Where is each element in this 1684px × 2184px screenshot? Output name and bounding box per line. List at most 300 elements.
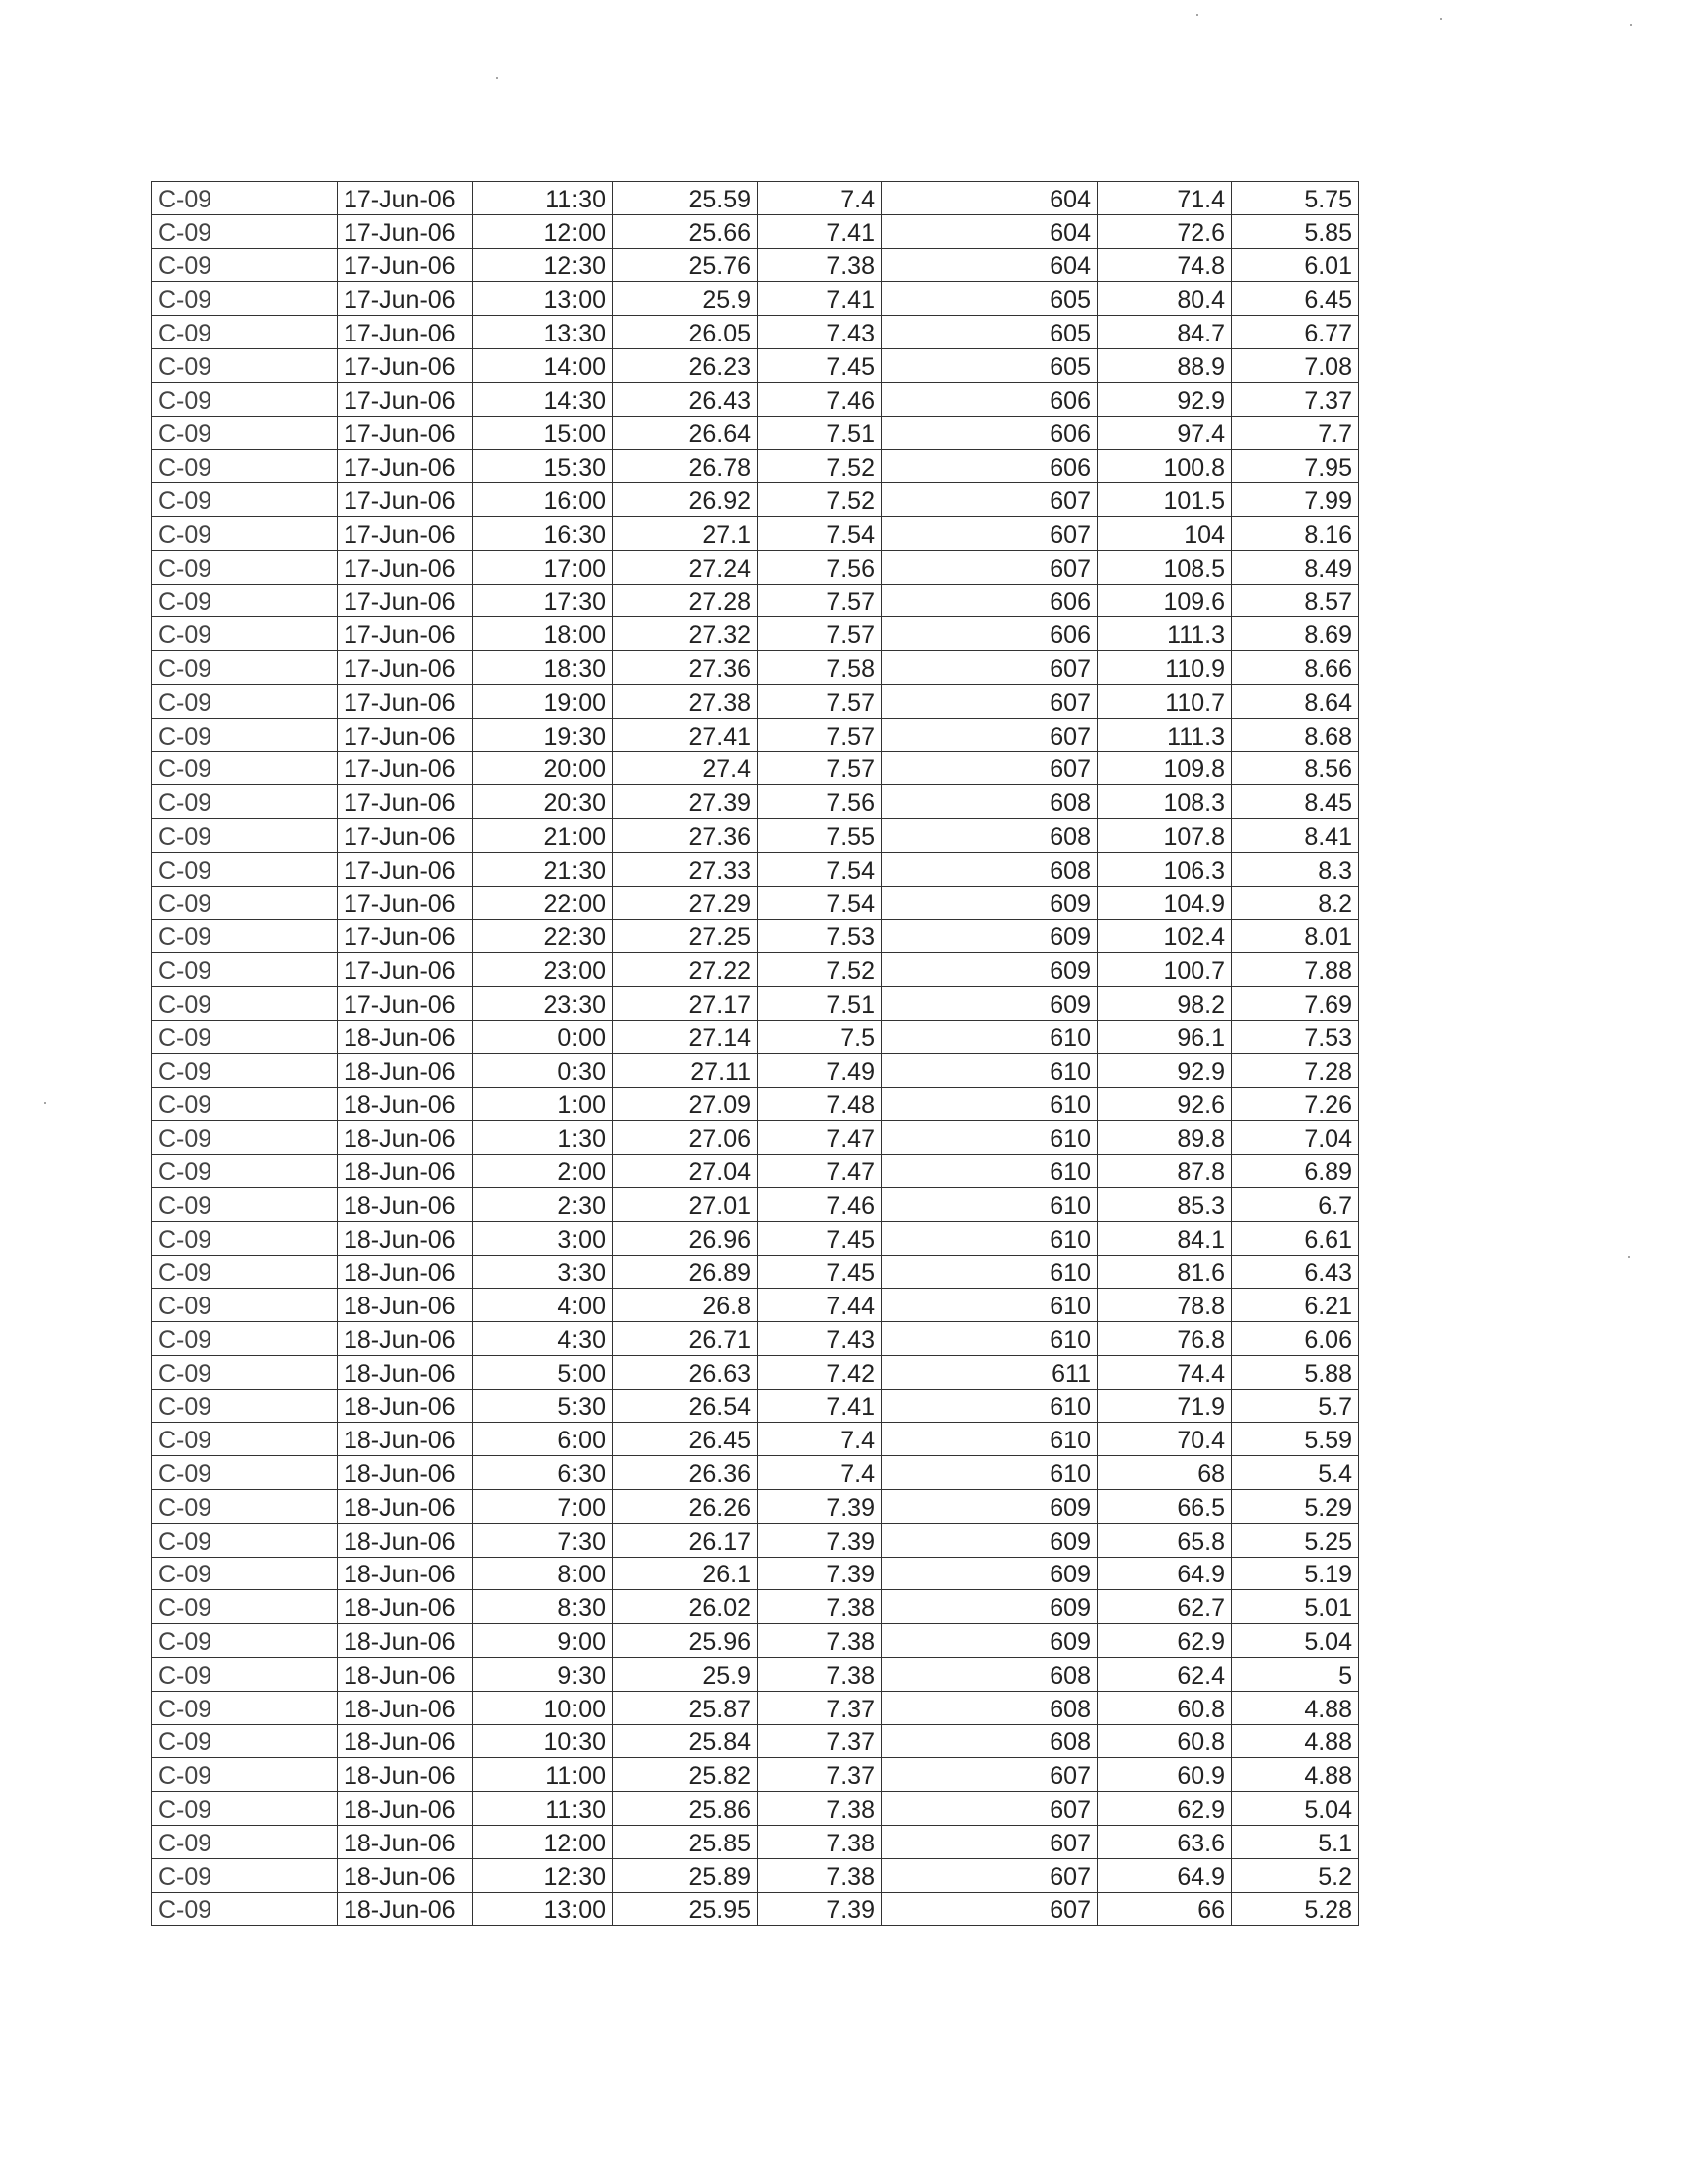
time-cell: 16:30 <box>473 516 613 550</box>
table-row <box>152 819 1359 853</box>
value-cell-4: 108.3 <box>1098 785 1232 819</box>
value-cell-5: 8.01 <box>1232 919 1359 953</box>
table-row <box>152 684 1359 718</box>
site-cell: C-09 <box>152 852 338 886</box>
time-cell: 0:30 <box>473 1053 613 1087</box>
site-cell: C-09 <box>152 651 338 685</box>
date-cell: 17-Jun-06 <box>338 516 473 550</box>
site-cell: C-09 <box>152 617 338 651</box>
value-cell-5: 8.57 <box>1232 584 1359 617</box>
date-cell: 18-Jun-06 <box>338 1355 473 1389</box>
time-cell: 15:00 <box>473 416 613 450</box>
date-cell: 18-Jun-06 <box>338 1826 473 1859</box>
site-cell: C-09 <box>152 348 338 382</box>
value-cell-4: 62.4 <box>1098 1658 1232 1692</box>
value-cell-5: 5.19 <box>1232 1557 1359 1590</box>
value-cell-4: 106.3 <box>1098 852 1232 886</box>
value-cell-4: 74.4 <box>1098 1355 1232 1389</box>
value-cell-3: 610 <box>882 1187 1098 1221</box>
value-cell-5: 6.43 <box>1232 1255 1359 1289</box>
value-cell-3: 607 <box>882 1792 1098 1826</box>
value-cell-4: 92.9 <box>1098 382 1232 416</box>
value-cell-1: 26.36 <box>613 1456 758 1490</box>
time-cell: 2:00 <box>473 1155 613 1188</box>
value-cell-5: 5.59 <box>1232 1423 1359 1456</box>
value-cell-4: 92.6 <box>1098 1087 1232 1121</box>
site-cell: C-09 <box>152 450 338 483</box>
table-row <box>152 919 1359 953</box>
value-cell-4: 62.9 <box>1098 1624 1232 1658</box>
date-cell: 18-Jun-06 <box>338 1423 473 1456</box>
time-cell: 13:00 <box>473 1892 613 1926</box>
value-cell-1: 26.63 <box>613 1355 758 1389</box>
value-cell-1: 27.36 <box>613 819 758 853</box>
site-cell: C-09 <box>152 987 338 1021</box>
table-row <box>152 886 1359 919</box>
value-cell-2: 7.49 <box>758 1053 882 1087</box>
value-cell-5: 6.06 <box>1232 1322 1359 1356</box>
value-cell-2: 7.4 <box>758 1423 882 1456</box>
value-cell-4: 60.8 <box>1098 1724 1232 1758</box>
value-cell-1: 27.01 <box>613 1187 758 1221</box>
value-cell-4: 111.3 <box>1098 617 1232 651</box>
table-row <box>152 1858 1359 1892</box>
date-cell: 17-Jun-06 <box>338 651 473 685</box>
value-cell-4: 66 <box>1098 1892 1232 1926</box>
value-cell-3: 607 <box>882 684 1098 718</box>
value-cell-1: 27.4 <box>613 751 758 785</box>
value-cell-3: 607 <box>882 1758 1098 1792</box>
value-cell-5: 6.01 <box>1232 248 1359 282</box>
value-cell-1: 26.43 <box>613 382 758 416</box>
value-cell-1: 27.04 <box>613 1155 758 1188</box>
value-cell-2: 7.46 <box>758 1187 882 1221</box>
site-cell: C-09 <box>152 1892 338 1926</box>
value-cell-4: 92.9 <box>1098 1053 1232 1087</box>
value-cell-3: 610 <box>882 1322 1098 1356</box>
value-cell-2: 7.48 <box>758 1087 882 1121</box>
table-row <box>152 1187 1359 1221</box>
date-cell: 18-Jun-06 <box>338 1624 473 1658</box>
value-cell-4: 62.9 <box>1098 1792 1232 1826</box>
value-cell-1: 26.26 <box>613 1490 758 1524</box>
value-cell-5: 7.95 <box>1232 450 1359 483</box>
value-cell-2: 7.5 <box>758 1020 882 1053</box>
value-cell-3: 606 <box>882 584 1098 617</box>
date-cell: 17-Jun-06 <box>338 382 473 416</box>
site-cell: C-09 <box>152 282 338 316</box>
table-row <box>152 852 1359 886</box>
value-cell-2: 7.38 <box>758 1858 882 1892</box>
table-row <box>152 1456 1359 1490</box>
value-cell-2: 7.42 <box>758 1355 882 1389</box>
date-cell: 18-Jun-06 <box>338 1221 473 1255</box>
value-cell-3: 606 <box>882 416 1098 450</box>
value-cell-4: 62.7 <box>1098 1590 1232 1624</box>
value-cell-1: 27.28 <box>613 584 758 617</box>
site-cell: C-09 <box>152 718 338 751</box>
time-cell: 18:30 <box>473 651 613 685</box>
date-cell: 17-Jun-06 <box>338 450 473 483</box>
value-cell-1: 25.95 <box>613 1892 758 1926</box>
value-cell-2: 7.55 <box>758 819 882 853</box>
date-cell: 18-Jun-06 <box>338 1792 473 1826</box>
table-row <box>152 416 1359 450</box>
value-cell-4: 78.8 <box>1098 1289 1232 1322</box>
time-cell: 0:00 <box>473 1020 613 1053</box>
site-cell: C-09 <box>152 550 338 584</box>
value-cell-3: 607 <box>882 550 1098 584</box>
time-cell: 17:00 <box>473 550 613 584</box>
data-table <box>151 181 1359 1926</box>
site-cell: C-09 <box>152 483 338 517</box>
value-cell-5: 5.29 <box>1232 1490 1359 1524</box>
value-cell-5: 7.08 <box>1232 348 1359 382</box>
value-cell-3: 606 <box>882 382 1098 416</box>
value-cell-2: 7.47 <box>758 1155 882 1188</box>
date-cell: 17-Jun-06 <box>338 584 473 617</box>
value-cell-1: 25.86 <box>613 1792 758 1826</box>
site-cell: C-09 <box>152 684 338 718</box>
value-cell-1: 25.9 <box>613 282 758 316</box>
site-cell: C-09 <box>152 1355 338 1389</box>
site-cell: C-09 <box>152 886 338 919</box>
date-cell: 18-Jun-06 <box>338 1557 473 1590</box>
table-row <box>152 1724 1359 1758</box>
value-cell-1: 26.96 <box>613 1221 758 1255</box>
site-cell: C-09 <box>152 1858 338 1892</box>
value-cell-5: 5.1 <box>1232 1826 1359 1859</box>
table-row <box>152 718 1359 751</box>
value-cell-4: 65.8 <box>1098 1523 1232 1557</box>
value-cell-1: 27.39 <box>613 785 758 819</box>
value-cell-1: 26.05 <box>613 316 758 349</box>
value-cell-3: 609 <box>882 987 1098 1021</box>
value-cell-5: 7.88 <box>1232 953 1359 987</box>
value-cell-4: 87.8 <box>1098 1155 1232 1188</box>
value-cell-5: 6.45 <box>1232 282 1359 316</box>
value-cell-3: 608 <box>882 1691 1098 1724</box>
time-cell: 7:00 <box>473 1490 613 1524</box>
value-cell-4: 71.4 <box>1098 182 1232 215</box>
value-cell-5: 8.45 <box>1232 785 1359 819</box>
table-row <box>152 182 1359 215</box>
date-cell: 18-Jun-06 <box>338 1892 473 1926</box>
time-cell: 11:00 <box>473 1758 613 1792</box>
value-cell-5: 5.2 <box>1232 1858 1359 1892</box>
site-cell: C-09 <box>152 1322 338 1356</box>
value-cell-1: 25.87 <box>613 1691 758 1724</box>
value-cell-5: 6.89 <box>1232 1155 1359 1188</box>
table-row <box>152 348 1359 382</box>
table-row <box>152 382 1359 416</box>
value-cell-1: 27.1 <box>613 516 758 550</box>
table-row <box>152 1624 1359 1658</box>
table-row <box>152 1389 1359 1423</box>
value-cell-2: 7.51 <box>758 987 882 1021</box>
value-cell-4: 104.9 <box>1098 886 1232 919</box>
value-cell-3: 607 <box>882 1858 1098 1892</box>
table-row <box>152 651 1359 685</box>
value-cell-1: 27.36 <box>613 651 758 685</box>
table-row <box>152 1691 1359 1724</box>
value-cell-3: 610 <box>882 1423 1098 1456</box>
value-cell-4: 64.9 <box>1098 1557 1232 1590</box>
value-cell-2: 7.46 <box>758 382 882 416</box>
time-cell: 13:00 <box>473 282 613 316</box>
value-cell-1: 27.38 <box>613 684 758 718</box>
value-cell-1: 25.84 <box>613 1724 758 1758</box>
value-cell-4: 101.5 <box>1098 483 1232 517</box>
scan-speck <box>1196 14 1198 16</box>
value-cell-2: 7.53 <box>758 919 882 953</box>
table-row <box>152 1221 1359 1255</box>
site-cell: C-09 <box>152 1724 338 1758</box>
value-cell-1: 27.09 <box>613 1087 758 1121</box>
value-cell-1: 27.17 <box>613 987 758 1021</box>
table-row <box>152 584 1359 617</box>
value-cell-3: 609 <box>882 1624 1098 1658</box>
value-cell-5: 7.99 <box>1232 483 1359 517</box>
site-cell: C-09 <box>152 1826 338 1859</box>
value-cell-4: 110.7 <box>1098 684 1232 718</box>
value-cell-1: 27.33 <box>613 852 758 886</box>
value-cell-5: 8.41 <box>1232 819 1359 853</box>
time-cell: 18:00 <box>473 617 613 651</box>
value-cell-2: 7.39 <box>758 1523 882 1557</box>
value-cell-1: 27.32 <box>613 617 758 651</box>
table-row <box>152 785 1359 819</box>
value-cell-3: 609 <box>882 1523 1098 1557</box>
date-cell: 18-Jun-06 <box>338 1155 473 1188</box>
date-cell: 17-Jun-06 <box>338 919 473 953</box>
value-cell-1: 26.54 <box>613 1389 758 1423</box>
time-cell: 5:30 <box>473 1389 613 1423</box>
table-row <box>152 450 1359 483</box>
value-cell-1: 26.92 <box>613 483 758 517</box>
value-cell-2: 7.41 <box>758 214 882 248</box>
value-cell-3: 607 <box>882 1892 1098 1926</box>
value-cell-2: 7.52 <box>758 953 882 987</box>
value-cell-4: 60.8 <box>1098 1691 1232 1724</box>
table-row <box>152 550 1359 584</box>
value-cell-1: 27.06 <box>613 1121 758 1155</box>
value-cell-2: 7.38 <box>758 1792 882 1826</box>
date-cell: 18-Jun-06 <box>338 1020 473 1053</box>
value-cell-2: 7.52 <box>758 483 882 517</box>
table-row <box>152 1658 1359 1692</box>
scan-speck <box>496 77 498 79</box>
value-cell-5: 5.88 <box>1232 1355 1359 1389</box>
table-row <box>152 1826 1359 1859</box>
value-cell-3: 604 <box>882 182 1098 215</box>
value-cell-4: 108.5 <box>1098 550 1232 584</box>
value-cell-1: 26.02 <box>613 1590 758 1624</box>
time-cell: 21:00 <box>473 819 613 853</box>
site-cell: C-09 <box>152 1792 338 1826</box>
time-cell: 11:30 <box>473 182 613 215</box>
value-cell-2: 7.4 <box>758 182 882 215</box>
date-cell: 17-Jun-06 <box>338 483 473 517</box>
value-cell-3: 609 <box>882 1590 1098 1624</box>
value-cell-5: 7.37 <box>1232 382 1359 416</box>
value-cell-2: 7.56 <box>758 550 882 584</box>
value-cell-3: 608 <box>882 819 1098 853</box>
table-row <box>152 316 1359 349</box>
value-cell-5: 6.7 <box>1232 1187 1359 1221</box>
value-cell-1: 27.22 <box>613 953 758 987</box>
value-cell-5: 6.77 <box>1232 316 1359 349</box>
scan-speck <box>1630 24 1632 26</box>
value-cell-5: 6.61 <box>1232 1221 1359 1255</box>
value-cell-4: 100.8 <box>1098 450 1232 483</box>
value-cell-3: 607 <box>882 483 1098 517</box>
table-row <box>152 1892 1359 1926</box>
site-cell: C-09 <box>152 953 338 987</box>
value-cell-3: 610 <box>882 1121 1098 1155</box>
value-cell-5: 8.64 <box>1232 684 1359 718</box>
value-cell-3: 607 <box>882 718 1098 751</box>
value-cell-3: 608 <box>882 1658 1098 1692</box>
value-cell-1: 26.45 <box>613 1423 758 1456</box>
value-cell-1: 26.78 <box>613 450 758 483</box>
value-cell-5: 5 <box>1232 1658 1359 1692</box>
table-row <box>152 214 1359 248</box>
value-cell-2: 7.56 <box>758 785 882 819</box>
value-cell-4: 64.9 <box>1098 1858 1232 1892</box>
value-cell-2: 7.39 <box>758 1892 882 1926</box>
site-cell: C-09 <box>152 1087 338 1121</box>
date-cell: 17-Jun-06 <box>338 617 473 651</box>
value-cell-5: 5.25 <box>1232 1523 1359 1557</box>
value-cell-1: 26.64 <box>613 416 758 450</box>
value-cell-1: 25.96 <box>613 1624 758 1658</box>
site-cell: C-09 <box>152 1691 338 1724</box>
date-cell: 18-Jun-06 <box>338 1523 473 1557</box>
site-cell: C-09 <box>152 1758 338 1792</box>
value-cell-1: 25.66 <box>613 214 758 248</box>
value-cell-4: 72.6 <box>1098 214 1232 248</box>
value-cell-1: 26.8 <box>613 1289 758 1322</box>
value-cell-2: 7.38 <box>758 1590 882 1624</box>
value-cell-2: 7.38 <box>758 1624 882 1658</box>
site-cell: C-09 <box>152 1624 338 1658</box>
time-cell: 10:00 <box>473 1691 613 1724</box>
value-cell-5: 7.04 <box>1232 1121 1359 1155</box>
value-cell-4: 85.3 <box>1098 1187 1232 1221</box>
value-cell-5: 8.3 <box>1232 852 1359 886</box>
value-cell-5: 4.88 <box>1232 1691 1359 1724</box>
date-cell: 18-Jun-06 <box>338 1590 473 1624</box>
site-cell: C-09 <box>152 1255 338 1289</box>
table-row <box>152 1490 1359 1524</box>
time-cell: 9:30 <box>473 1658 613 1692</box>
site-cell: C-09 <box>152 316 338 349</box>
date-cell: 18-Jun-06 <box>338 1691 473 1724</box>
time-cell: 1:30 <box>473 1121 613 1155</box>
value-cell-4: 71.9 <box>1098 1389 1232 1423</box>
time-cell: 19:00 <box>473 684 613 718</box>
site-cell: C-09 <box>152 416 338 450</box>
table-row <box>152 1087 1359 1121</box>
value-cell-2: 7.43 <box>758 316 882 349</box>
value-cell-4: 84.7 <box>1098 316 1232 349</box>
time-cell: 12:30 <box>473 248 613 282</box>
value-cell-5: 5.01 <box>1232 1590 1359 1624</box>
date-cell: 17-Jun-06 <box>338 248 473 282</box>
value-cell-3: 605 <box>882 348 1098 382</box>
value-cell-5: 5.04 <box>1232 1792 1359 1826</box>
value-cell-1: 25.59 <box>613 182 758 215</box>
time-cell: 2:30 <box>473 1187 613 1221</box>
date-cell: 18-Jun-06 <box>338 1658 473 1692</box>
value-cell-3: 610 <box>882 1255 1098 1289</box>
value-cell-2: 7.39 <box>758 1490 882 1524</box>
site-cell: C-09 <box>152 584 338 617</box>
time-cell: 12:00 <box>473 1826 613 1859</box>
value-cell-4: 63.6 <box>1098 1826 1232 1859</box>
scan-speck <box>1628 1256 1630 1258</box>
time-cell: 22:30 <box>473 919 613 953</box>
time-cell: 23:30 <box>473 987 613 1021</box>
value-cell-1: 27.11 <box>613 1053 758 1087</box>
time-cell: 13:30 <box>473 316 613 349</box>
site-cell: C-09 <box>152 214 338 248</box>
date-cell: 17-Jun-06 <box>338 852 473 886</box>
value-cell-3: 609 <box>882 1490 1098 1524</box>
table-row <box>152 1289 1359 1322</box>
value-cell-5: 7.7 <box>1232 416 1359 450</box>
site-cell: C-09 <box>152 1121 338 1155</box>
value-cell-3: 610 <box>882 1389 1098 1423</box>
value-cell-2: 7.44 <box>758 1289 882 1322</box>
time-cell: 19:30 <box>473 718 613 751</box>
value-cell-4: 76.8 <box>1098 1322 1232 1356</box>
value-cell-2: 7.54 <box>758 886 882 919</box>
table-row <box>152 1590 1359 1624</box>
table-row <box>152 1792 1359 1826</box>
value-cell-2: 7.47 <box>758 1121 882 1155</box>
date-cell: 18-Jun-06 <box>338 1456 473 1490</box>
site-cell: C-09 <box>152 1490 338 1524</box>
date-cell: 18-Jun-06 <box>338 1758 473 1792</box>
value-cell-3: 607 <box>882 651 1098 685</box>
date-cell: 18-Jun-06 <box>338 1053 473 1087</box>
value-cell-4: 98.2 <box>1098 987 1232 1021</box>
value-cell-4: 102.4 <box>1098 919 1232 953</box>
value-cell-4: 88.9 <box>1098 348 1232 382</box>
value-cell-3: 608 <box>882 1724 1098 1758</box>
value-cell-4: 110.9 <box>1098 651 1232 685</box>
scan-speck <box>44 1102 46 1104</box>
time-cell: 5:00 <box>473 1355 613 1389</box>
value-cell-3: 610 <box>882 1221 1098 1255</box>
value-cell-5: 8.16 <box>1232 516 1359 550</box>
time-cell: 1:00 <box>473 1087 613 1121</box>
table-row <box>152 1255 1359 1289</box>
value-cell-2: 7.54 <box>758 852 882 886</box>
date-cell: 17-Jun-06 <box>338 987 473 1021</box>
value-cell-3: 610 <box>882 1087 1098 1121</box>
value-cell-3: 605 <box>882 316 1098 349</box>
table-body <box>152 182 1359 1926</box>
site-cell: C-09 <box>152 1221 338 1255</box>
value-cell-3: 610 <box>882 1053 1098 1087</box>
table-row <box>152 1423 1359 1456</box>
value-cell-5: 5.7 <box>1232 1389 1359 1423</box>
site-cell: C-09 <box>152 248 338 282</box>
value-cell-4: 74.8 <box>1098 248 1232 282</box>
